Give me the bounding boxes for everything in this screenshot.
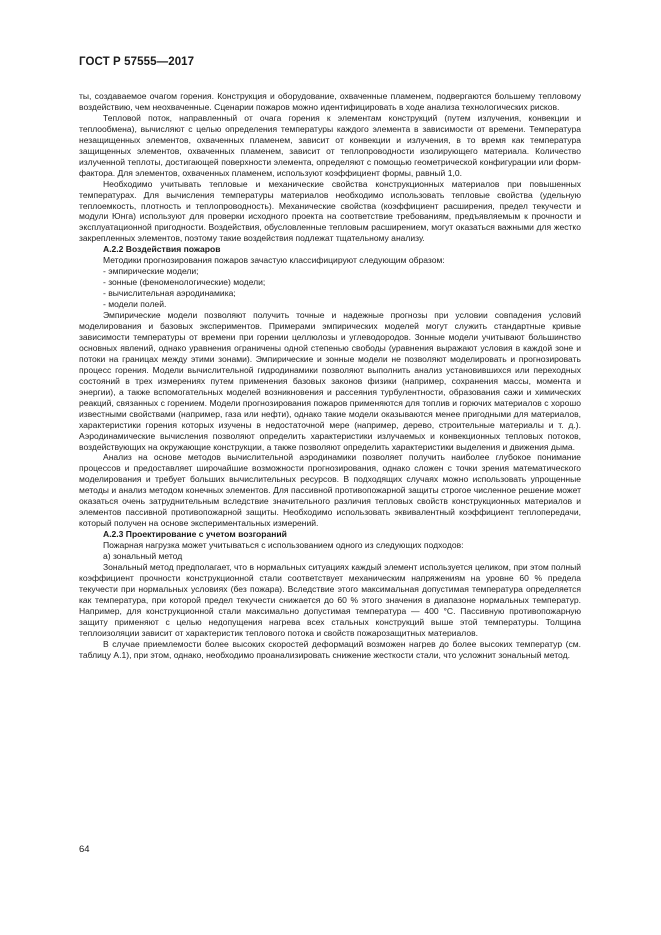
page-number: 64 bbox=[79, 844, 90, 855]
document-body bbox=[79, 91, 581, 661]
paragraph: Анализ на основе методов вычислительной аэродинамики позволяет получить наиболее глубокое понимание процессов и предоставляет широчайшие возможности прогнозирования, однако сложен с точки зрения математического моделирования и требует больших вычислительных ресурсов. В подходящих случаях можно использовать упрощенные методы и анализ методом конечных элементов. Для пассивной противопожарной защиты строгое численное решение может оказаться очень затруднительным вследствие значительного различия тепловых свойств конструкционных материалов и элементов пассивной противопожарной защиты. Необходимо использовать эквивалентный коэффициент теплопередачи, который получен на основе экспериментальных измерений. bbox=[79, 452, 581, 529]
list-item: - зонные (феноменологические) модели; bbox=[103, 277, 266, 288]
list-item: - эмпирические модели; bbox=[103, 266, 199, 277]
paragraph: Пожарная нагрузка может учитываться с использованием одного из следующих подходов: bbox=[103, 540, 464, 551]
list-item: - вычислительная аэродинамика; bbox=[103, 288, 236, 299]
list-item: - модели полей. bbox=[103, 299, 167, 310]
paragraph: Тепловой поток, направленный от очага горения к элементам конструкций (путем излучения, конвекции и теплообмена), вычисляют с целью определения температуры каждого элемента в зависимости от времени. Температура незащищенных элементов, охваченных пламенем, зависит от конвекции и излучения, в то время как температура защищенных элементов, охваченных пламенем, зависит от теплопроводности изолирующего материала. Количество излученной теплоты, достигающей поверхности элемента, определяют с помощью геометрической конфигурации или форм-фактора. Для элементов, охваченных пламенем, используют коэффициент формы, равный 1,0. bbox=[79, 112, 581, 178]
paragraph: Эмпирические модели позволяют получить точные и надежные прогнозы при условии совпадения условий моделирования и базовых экспериментов. Примерами эмпирических моделей могут служить стандартные кривые зависимости температуры от времени при горении целлюлозы и углеводородов. Зонные модели учитывают большинство основных явлений, однако уравнения ограничены одной степенью свободы (уравнения выражают условия в каждой зоне и потоки на границах между этими зонами). Эмпирические и зонные модели не позволяют моделировать и прогнозировать процесс горения. Модели вычислительной гидродинамики позволяют выполнить анализ установившихся или переходных состояний в трех измерениях путем применения базовых законов физики (например, сохранения массы, момента и энергии), а также вспомогательных моделей возникновения и рассеяния турбулентности, образования сажи и химических реакций, связанных с горением. Модели прогнозирования пожаров применяются для топлив и горючих материалов с хорошо известными свойствами (например, газа или нефти), однако такие модели оказываются менее пригодными для материалов, характеристики горения которых изучены в недостаточной мере (например, дерево, строительные материалы и т. д.). Аэродинамические вычисления позволяют определить характеристики излучаемых и конвекционных тепловых потоков, воздействующих на окружающие конструкции, а также позволяют определить характеристики выделения и движения дыма. bbox=[79, 310, 581, 452]
section-heading: А.2.3 Проектирование с учетом возгораний bbox=[103, 529, 287, 540]
paragraph: ты, создаваемое очагом горения. Конструкция и оборудование, охваченные пламенем, подвергаются большему тепловому воздействию, чем неохваченные. Сценарии пожаров можно идентифицировать в ходе анализа технологических рисков. bbox=[79, 91, 581, 112]
paragraph: В случае приемлемости более высоких скоростей деформаций возможен нагрев до более высоких температур (см. таблицу А.1), при этом, однако, необходимо проанализировать снижение жесткости стали, что усложнит зональный метод. bbox=[79, 638, 581, 660]
paragraph: Необходимо учитывать тепловые и механические свойства конструкционных материалов при повышенных температурах. Для вычисления температуры материалов необходимо использовать тепловые свойства (удельную теплоемкость, плотность и теплопроводность). Механические свойства (коэффициент расширения, предел текучести и модули Юнга) используют для проверки исходного проекта на соответствие требованиям, предъявляемым к прочности и эксплуатационной пригодности. Воздействия, обусловленные тепловым расширением, могут оказаться важными для жестко закрепленных элементов, поэтому такие воздействия подлежат тщательному анализу. bbox=[79, 178, 581, 244]
document-header: ГОСТ Р 57555—2017 bbox=[79, 56, 195, 68]
paragraph: а) зональный метод bbox=[103, 551, 183, 562]
paragraph: Методики прогнозирования пожаров зачастую классифицируют следующим образом: bbox=[103, 255, 445, 266]
paragraph: Зональный метод предполагает, что в нормальных ситуациях каждый элемент используется целиком, при этом полный коэффициент прочности конструкционной стали соответствует механическим напряжениям на уровне 60 % предела текучести при нормальных условиях (без пожара). Вследствие этого максимальная допустимая температура определяется как температура, при которой предел текучести снижается до 60 % этого значения в диапазоне нормальных температур. Например, для конструкционной стали максимально допустимая температура — 400 °С. Пассивную противопожарную защиту применяют с целью недопущения нагрева всех стальных конструкций выше этой температуры. Толщина теплоизоляции зависит от характеристик теплового потока и свойств пожарозащитных материалов. bbox=[79, 561, 581, 638]
section-heading: А.2.2 Воздействия пожаров bbox=[103, 244, 221, 255]
